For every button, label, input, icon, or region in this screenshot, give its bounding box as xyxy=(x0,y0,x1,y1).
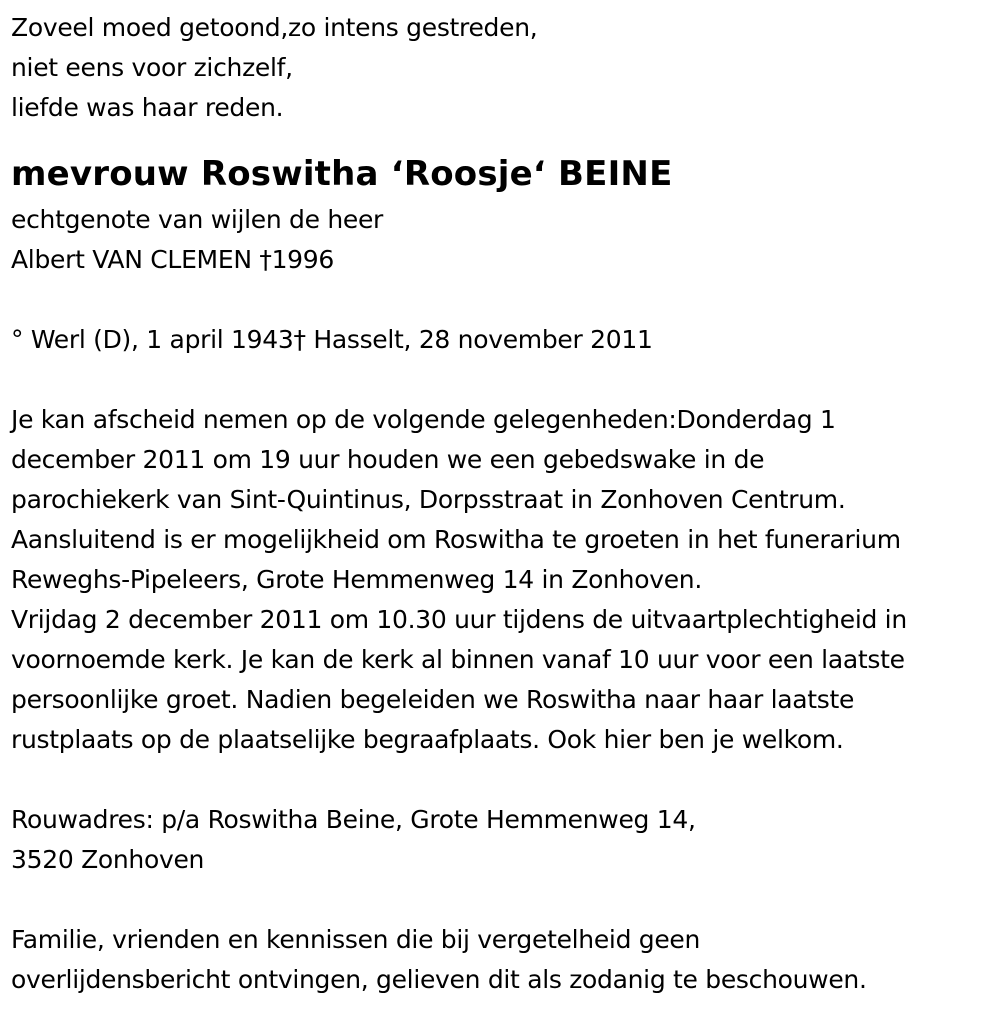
closing-line: overlijdensbericht ontvingen, gelieven dit als zodanig te beschouwen. xyxy=(11,965,867,994)
address-line: Rouwadres: p/a Roswitha Beine, Grote Hemmenweg 14, xyxy=(11,805,696,834)
memorial-poem xyxy=(11,8,996,128)
spouse-info xyxy=(11,200,996,280)
closing-note xyxy=(11,920,996,1000)
ceremony-line: Reweghs-Pipeleers, Grote Hemmenweg 14 in Zonhoven. xyxy=(11,565,702,594)
spouse-line: echtgenote van wijlen de heer xyxy=(11,205,384,234)
birth-death-dates: ° Werl (D), 1 april 1943† Hasselt, 28 november 2011 xyxy=(11,325,653,354)
closing-line: Familie, vrienden en kennissen die bij vergetelheid geen xyxy=(11,925,701,954)
spacer xyxy=(11,280,996,320)
poem-line: liefde was haar reden. xyxy=(11,93,284,122)
spouse-line: Albert VAN CLEMEN †1996 xyxy=(11,245,334,274)
obituary-notice xyxy=(11,8,996,1000)
deceased-name: mevrouw Roswitha ‘Roosje‘ BEINE xyxy=(11,154,673,194)
ceremony-details xyxy=(11,400,996,760)
ceremony-line: december 2011 om 19 uur houden we een gebedswake in de xyxy=(11,445,765,474)
spacer xyxy=(11,880,996,920)
poem-line: Zoveel moed getoond,zo intens gestreden, xyxy=(11,13,538,42)
spacer xyxy=(11,360,996,400)
spacer xyxy=(11,760,996,800)
ceremony-line: Je kan afscheid nemen op de volgende gelegenheden:Donderdag 1 xyxy=(11,405,836,434)
poem-line: niet eens voor zichzelf, xyxy=(11,53,293,82)
address-line: 3520 Zonhoven xyxy=(11,845,205,874)
ceremony-line: persoonlijke groet. Nadien begeleiden we Roswitha naar haar laatste xyxy=(11,685,855,714)
ceremony-line: Vrijdag 2 december 2011 om 10.30 uur tijdens de uitvaartplechtigheid in xyxy=(11,605,907,634)
mourning-address xyxy=(11,800,996,880)
ceremony-line: Aansluitend is er mogelijkheid om Roswitha te groeten in het funerarium xyxy=(11,525,901,554)
ceremony-line: parochiekerk van Sint-Quintinus, Dorpsstraat in Zonhoven Centrum. xyxy=(11,485,846,514)
ceremony-line: rustplaats op de plaatselijke begraafplaats. Ook hier ben je welkom. xyxy=(11,725,844,754)
ceremony-line: voornoemde kerk. Je kan de kerk al binnen vanaf 10 uur voor een laatste xyxy=(11,645,905,674)
